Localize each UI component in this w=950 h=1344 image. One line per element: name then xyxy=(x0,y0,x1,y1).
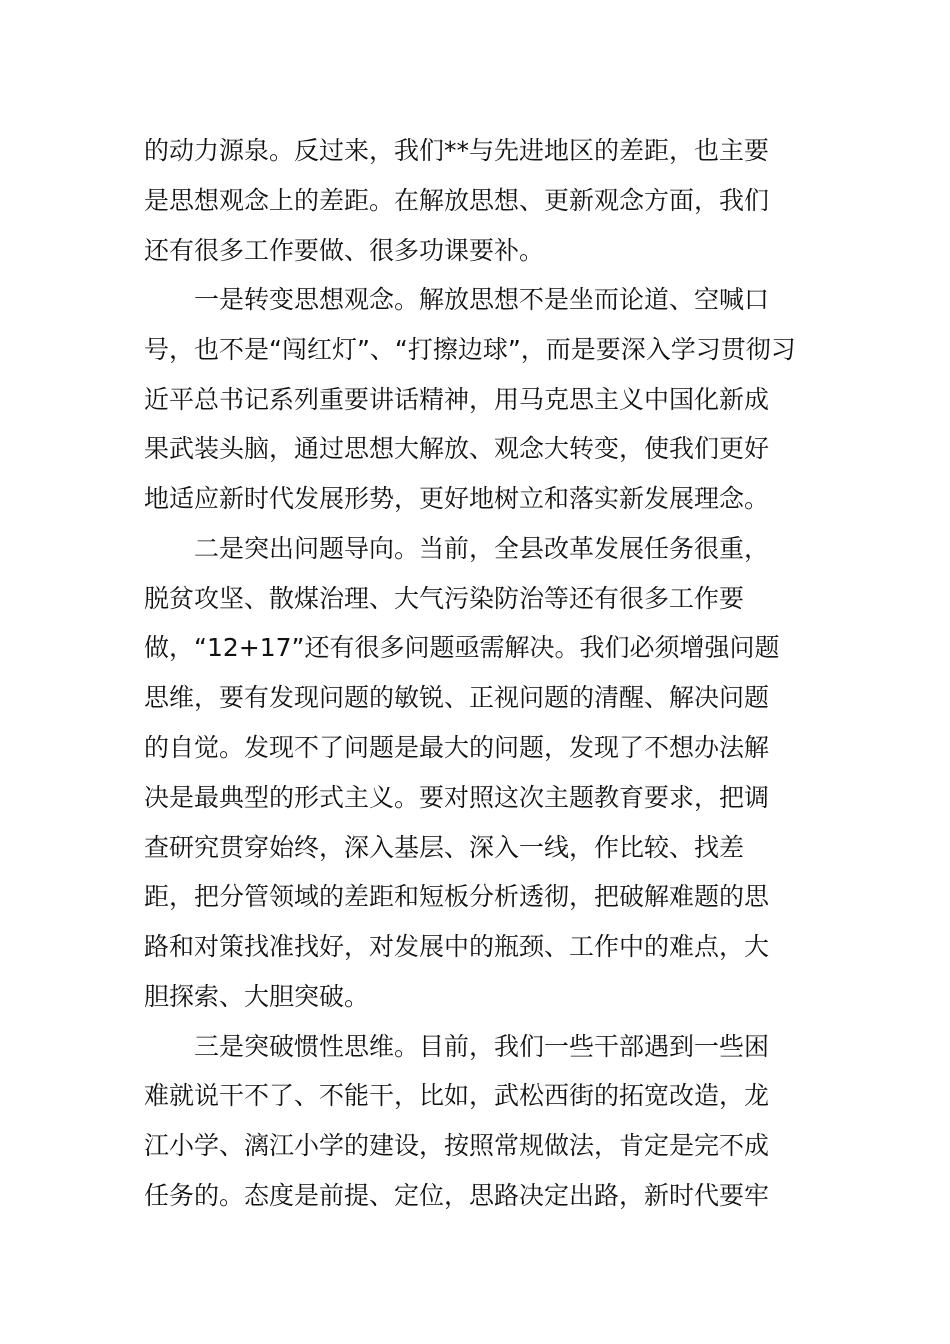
text-line: 还有很多工作要做、很多功课要补。 xyxy=(144,236,545,265)
text-line: 的自觉。发现不了问题是最大的问题，发现了不想办法解 xyxy=(144,733,770,762)
paragraph-start-line: 二是突出问题导向。当前，全县改革发展任务很重， xyxy=(194,534,770,563)
text-line: 是思想观念上的差距。在解放思想、更新观念方面，我们 xyxy=(144,186,770,215)
paragraph-start-line: 三是突破惯性思维。目前，我们一些干部遇到一些困 xyxy=(194,1032,770,1061)
text-line: 号，也不是“闯红灯”、“打擦边球”，而是要深入学习贯彻习 xyxy=(144,335,796,364)
text-line: 任务的。态度是前提、定位，思路决定出路，新时代要牢 xyxy=(144,1181,770,1210)
text-line: 思维，要有发现问题的敏锐、正视问题的清醒、解决问题 xyxy=(144,683,770,712)
paragraph-start-line: 一是转变思想观念。解放思想不是坐而论道、空喊口 xyxy=(194,285,770,314)
text-line: 难就说干不了、不能干，比如，武松西街的拓宽改造，龙 xyxy=(144,1081,770,1110)
text-line: 决是最典型的形式主义。要对照这次主题教育要求，把调 xyxy=(144,783,770,812)
text-line: 脱贫攻坚、散煤治理、大气污染防治等还有很多工作要 xyxy=(144,584,745,613)
text-line: 近平总书记系列重要讲话精神，用马克思主义中国化新成 xyxy=(144,385,770,414)
text-line: 距，把分管领域的差距和短板分析透彻，把破解难题的思 xyxy=(144,882,770,911)
text-line: 做，“12+17”还有很多问题亟需解决。我们必须增强问题 xyxy=(144,633,780,662)
text-line: 路和对策找准找好，对发展中的瓶颈、工作中的难点，大 xyxy=(144,932,770,961)
text-line: 查研究贯穿始终，深入基层、深入一线，作比较、找差 xyxy=(144,833,745,862)
text-line: 地适应新时代发展形势，更好地树立和落实新发展理念。 xyxy=(144,484,770,513)
text-line: 胆探索、大胆突破。 xyxy=(144,982,370,1011)
text-line: 果武装头脑，通过思想大解放、观念大转变，使我们更好 xyxy=(144,434,770,463)
text-line: 江小学、漓江小学的建设，按照常规做法，肯定是完不成 xyxy=(144,1131,770,1160)
text-line: 的动力源泉。反过来，我们**与先进地区的差距，也主要 xyxy=(144,136,770,165)
